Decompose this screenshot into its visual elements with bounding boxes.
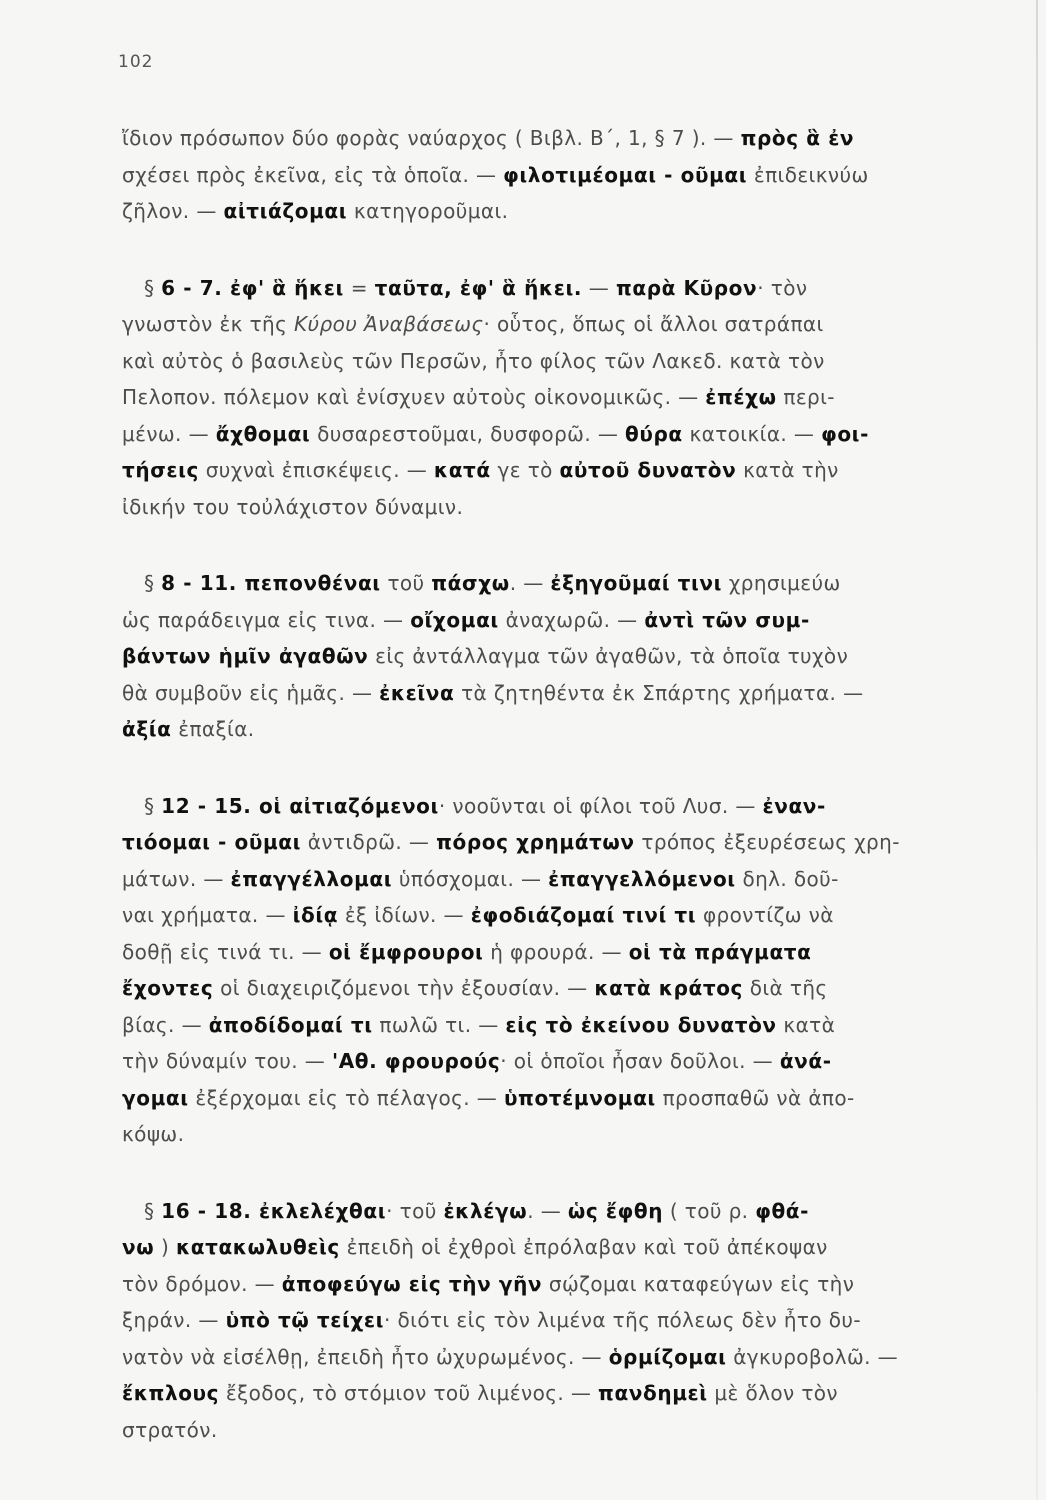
plain-text: · διότι εἰς τὸν λιμένα τῆς πόλεως δὲν ἦτο δυ- (384, 1308, 861, 1332)
text-line (122, 452, 964, 489)
plain-text: ἐπιδεικνύω (747, 162, 869, 187)
bold-term: 12 - 15. οἱ αἰτιαζόμενοι (161, 793, 439, 818)
plain-text: · οἱ ὁποῖοι ἦσαν δοῦλοι. — (500, 1049, 780, 1073)
bold-term: ἀποδίδομαί τι (208, 1012, 373, 1037)
text-line (122, 120, 964, 157)
plain-text: κατηγοροῦμαι. (347, 199, 509, 223)
text-line (122, 1339, 964, 1376)
plain-text: βίας. — (122, 1012, 209, 1037)
plain-text: σχέσει πρὸς ἐκεῖνα, εἰς τὰ ὁποῖα. — (122, 162, 504, 187)
paragraph-section-1 (122, 120, 964, 230)
text-line (122, 193, 964, 230)
plain-text: ἐξέρχομαι εἰς τὸ πέλαγος. — (188, 1085, 504, 1110)
bold-term: παρὰ Κῦρον (615, 275, 758, 300)
bold-term: 8 - 11. πεπονθέναι (161, 571, 381, 595)
plain-text: ἐπειδὴ οἱ ἐχθροὶ ἐπρόλαβαν καὶ τοῦ ἀπέκοψαν (339, 1235, 828, 1259)
plain-text: προσπαθῶ νὰ ἀπο- (655, 1085, 855, 1110)
plain-text: καὶ αὐτὸς ὁ βασιλεὺς τῶν Περσῶν, ἦτο φίλος τῶν Λακεδ. κατὰ τὸν (122, 348, 825, 373)
bold-term: ἐπαγγελλόμενοι (548, 866, 736, 891)
plain-text: τρόπος ἐξευρέσεως χρη- (634, 830, 900, 854)
plain-text: — (582, 275, 616, 300)
bold-term: ὑποτέμνομαι (503, 1085, 656, 1110)
plain-text: τὸν δρόμον. — (122, 1271, 282, 1296)
bold-term: ὁρμίζομαι (608, 1344, 727, 1369)
bold-term: ἐκλέγω (443, 1198, 528, 1223)
bold-term: τιόομαι - οῦμαι (122, 830, 302, 854)
plain-text: γε τὸ (490, 458, 560, 482)
bold-term: οἱ ἔμφρουροι (328, 939, 484, 964)
bold-term: τήσεις (122, 458, 199, 482)
plain-text: ἀγκυροβολῶ. — (726, 1344, 899, 1369)
bold-term: ἔκπλους (122, 1381, 220, 1405)
bold-term: ἐκεῖνα (379, 680, 455, 705)
plain-text: ἔξοδος, τὸ στόμιον τοῦ λιμένος. — (219, 1381, 599, 1405)
bold-term: κατακωλυθεὶς (175, 1235, 340, 1259)
text-line (122, 1302, 964, 1339)
plain-text: περι- (776, 385, 835, 409)
plain-text: διὰ τῆς (743, 976, 828, 1000)
plain-text: νατὸν νὰ εἰσέλθῃ, ἐπειδὴ ἦτο ὠχυρωμένος. — (122, 1344, 609, 1369)
plain-text: συχναὶ ἐπισκέψεις. — (198, 458, 434, 482)
text-line (122, 824, 964, 861)
bold-term: νω (122, 1235, 155, 1259)
plain-text: ) (154, 1235, 176, 1259)
plain-text: · οὗτος, ὅπως οἱ ἄλλοι σατράπαι (483, 312, 824, 336)
plain-text: ζῆλον. — (122, 199, 224, 223)
plain-text: . — (509, 571, 551, 595)
bold-term: ἀντὶ τῶν συμ- (644, 607, 810, 632)
bold-term: 'Αθ. φρουρούς (331, 1049, 501, 1073)
text-line (122, 489, 964, 526)
text-line (122, 1375, 964, 1412)
plain-text: ὡς παράδειγμα εἰς τινα. — (122, 607, 411, 632)
bold-term: αὐτοῦ δυνατὸν (559, 458, 737, 482)
italic-text: Κύρου Ἀναβάσεως (294, 312, 484, 336)
plain-text: φροντίζω νὰ (696, 903, 834, 927)
text-line (122, 416, 964, 453)
plain-text: § (144, 793, 162, 818)
plain-text: γνωστὸν ἐκ τῆς (122, 312, 295, 336)
bold-term: 6 - 7. ἐφ' ἃ ἥκει (161, 275, 344, 300)
plain-text: · τοῦ (386, 1198, 444, 1223)
plain-text: ξηράν. — (122, 1308, 226, 1332)
bold-term: ὡς ἔφθη (567, 1198, 664, 1223)
plain-text: . — (527, 1198, 568, 1223)
text-line (122, 602, 964, 639)
bold-term: πόρος χρημάτων (436, 830, 635, 854)
plain-text: στρατόν. (122, 1417, 218, 1442)
plain-text: = (343, 275, 375, 300)
plain-text: θὰ συμβοῦν εἰς ἡμᾶς. — (122, 680, 380, 705)
bold-term: ἐφοδιάζομαί τινί τι (470, 903, 697, 927)
paragraph-section-2 (122, 270, 964, 526)
plain-text: · νοοῦνται οἱ φίλοι τοῦ Λυσ. — (438, 793, 763, 818)
bold-term: εἰς τὸ ἐκείνου δυνατὸν (505, 1012, 777, 1037)
plain-text: πωλῶ τι. — (372, 1012, 506, 1037)
plain-text: τὰ ζητηθέντα ἐκ Σπάρτης χρήματα. — (454, 680, 864, 705)
plain-text: οἱ διαχειριζόμενοι τὴν ἐξουσίαν. — (213, 976, 595, 1000)
text-line (122, 1080, 964, 1117)
bold-term: ἐξηγοῦμαί τινι (550, 571, 723, 595)
bold-term: πρὸς ἃ ἐν (740, 126, 855, 150)
text-line (122, 638, 964, 675)
plain-text: δηλ. δοῦ- (735, 866, 839, 891)
plain-text: χρησιμεύω (722, 571, 841, 595)
plain-text: ὑπόσχομαι. — (392, 866, 549, 891)
plain-text: ἀναχωρῶ. — (498, 607, 645, 632)
text-line (122, 157, 964, 194)
text-line (122, 934, 964, 971)
paragraph-section-3 (122, 565, 964, 748)
page-number: 102 (118, 52, 154, 72)
plain-text: εἰς ἀντάλλαγμα τῶν ἀγαθῶν, τὰ ὁποῖα τυχὸν (368, 644, 849, 668)
text-line (122, 861, 964, 898)
plain-text: μὲ ὅλον τὸν (707, 1381, 838, 1405)
bold-term: ἀνά- (779, 1049, 832, 1073)
text-line (122, 711, 964, 748)
paragraph-section-4 (122, 788, 964, 1153)
bold-term: φιλοτιμέομαι - οῦμαι (503, 162, 748, 187)
section-gap (122, 525, 964, 565)
text-line (122, 1229, 964, 1266)
plain-text: § (144, 275, 162, 300)
plain-text: κατοικία. — (682, 421, 822, 446)
plain-text: ἀντιδρῶ. — (301, 830, 437, 854)
text-line (122, 788, 964, 825)
plain-text: · τὸν (757, 275, 808, 300)
plain-text: Πελοπον. πόλεμον καὶ ἐνίσχυεν αὐτοὺς οἰκονομικῶς. — (122, 385, 706, 409)
section-gap (122, 1153, 964, 1193)
bold-term: φοι- (821, 421, 869, 446)
bold-term: οἱ τὰ πράγματα (628, 939, 812, 964)
plain-text: ( τοῦ ρ. (663, 1198, 756, 1223)
plain-text: τὴν δύναμίν του. — (122, 1049, 332, 1073)
bold-term: ὑπὸ τῷ τείχει (225, 1308, 385, 1332)
bold-term: ἀποφεύγω εἰς τὴν γῆν (281, 1271, 543, 1296)
plain-text: μένω. — (122, 421, 216, 446)
text-line (122, 306, 964, 343)
plain-text: ἴδιον πρόσωπον δύο φορὰς ναύαρχος ( Βιβλ. Β΄, 1, § 7 ). — (122, 126, 741, 150)
plain-text: ἡ φρουρά. — (483, 939, 629, 964)
bold-term: ἀξία (122, 717, 172, 741)
plain-text: κατὰ τὴν (736, 458, 839, 482)
text-line (122, 1193, 964, 1230)
text-line (122, 1116, 964, 1153)
plain-text: § (144, 571, 162, 595)
commentary-text (122, 120, 964, 1448)
bold-term: ἄχθομαι (215, 421, 311, 446)
bold-term: θύρα (625, 421, 683, 446)
plain-text: δυσαρεστοῦμαι, δυσφορῶ. — (310, 421, 625, 446)
bold-term: ἐπέχω (705, 385, 777, 409)
text-line (122, 1043, 964, 1080)
text-line (122, 565, 964, 602)
text-line (122, 343, 964, 380)
section-gap (122, 748, 964, 788)
bold-term: ταῦτα, ἐφ' ἃ ἥκει. (374, 275, 583, 300)
plain-text: ἐξ ἰδίων. — (338, 903, 471, 927)
bold-term: ἐπαγγέλλομαι (230, 866, 393, 891)
bold-term: γομαι (122, 1085, 189, 1110)
bold-term: αἰτιάζομαι (223, 199, 348, 223)
bold-term: φθά- (755, 1198, 810, 1223)
text-line (122, 270, 964, 307)
section-gap (122, 230, 964, 270)
page-edge (1036, 0, 1038, 1500)
bold-term: πάσχω (431, 571, 510, 595)
bold-term: ἔχοντες (122, 976, 214, 1000)
bold-term: κατὰ κράτος (594, 976, 743, 1000)
text-line (122, 1412, 964, 1449)
plain-text: § (144, 1198, 162, 1223)
bold-term: ἰδίᾳ (292, 903, 339, 927)
plain-text: ναι χρήματα. — (122, 903, 293, 927)
bold-term: κατά (433, 458, 491, 482)
plain-text: ἰδικήν του τοὐλάχιστον δύναμιν. (122, 494, 464, 519)
text-line (122, 1266, 964, 1303)
bold-term: ἐναν- (762, 793, 826, 818)
text-line (122, 675, 964, 712)
bold-term: πανδημεὶ (598, 1381, 708, 1405)
plain-text: κόψω. (122, 1122, 185, 1146)
paragraph-section-5 (122, 1193, 964, 1449)
bold-term: 16 - 18. ἐκλελέχθαι (161, 1198, 387, 1223)
plain-text: ἐπαξία. (171, 717, 255, 741)
bold-term: οἴχομαι (410, 607, 499, 632)
text-line (122, 897, 964, 934)
plain-text: κατὰ (776, 1012, 836, 1037)
plain-text: τοῦ (380, 571, 432, 595)
text-line (122, 1007, 964, 1044)
text-line (122, 970, 964, 1007)
text-line (122, 379, 964, 416)
plain-text: δοθῇ εἰς τινά τι. — (122, 939, 329, 964)
bold-term: βάντων ἡμῖν ἀγαθῶν (122, 644, 369, 668)
plain-text: σῴζομαι καταφεύγων εἰς τὴν (542, 1271, 855, 1296)
plain-text: μάτων. — (122, 866, 231, 891)
